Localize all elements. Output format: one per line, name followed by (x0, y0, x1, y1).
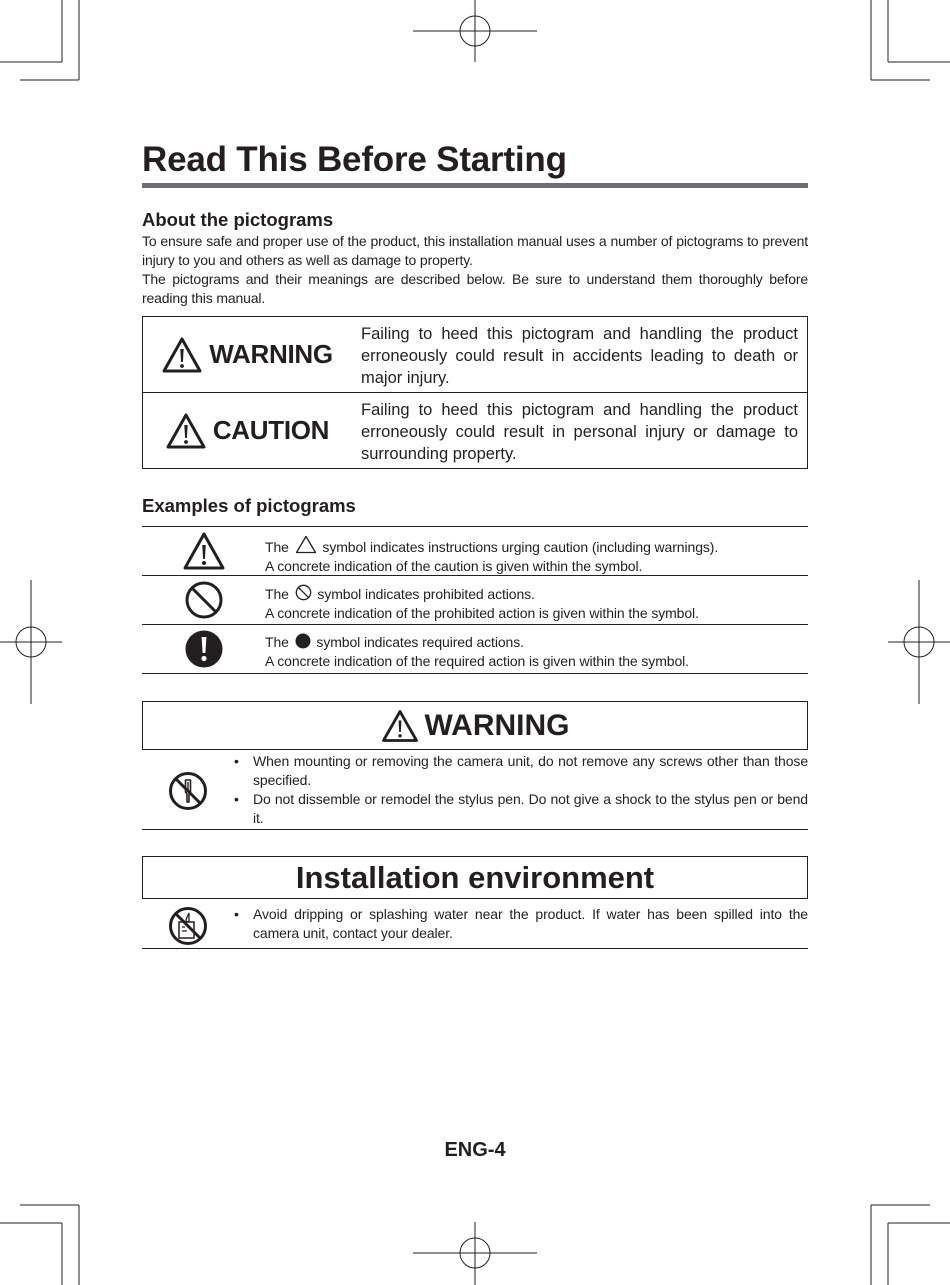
registration-mark-bottom (413, 1222, 537, 1285)
page-number: ENG-4 (444, 1139, 506, 1161)
signal-row-caution (143, 392, 807, 468)
warning-bullet: • Do not dissemble or remodel the stylus pen. Do not give a shock to the stylus pen or bend it. (234, 790, 808, 828)
signal-word-table (142, 316, 808, 469)
warning-triangle-icon (161, 336, 203, 374)
warning-triangle-icon (165, 412, 207, 450)
signal-desc-caution: Failing to heed this pictogram and handling the product erroneously could result in personal injury or damage to surrounding property. (361, 401, 798, 463)
prohibited-symbol-icon (295, 584, 312, 601)
environment-box-body (142, 904, 808, 949)
warning-box-title: WARNING (424, 708, 570, 742)
caution-triangle-icon (182, 531, 226, 571)
no-disassembly-icon (168, 771, 208, 811)
about-paragraph-2: The pictograms and their meanings are described below. Be sure to understand them thoroughly before reading this manual. (142, 271, 808, 306)
signal-label-caution: CAUTION (212, 415, 330, 445)
title-rule (142, 183, 808, 188)
warning-triangle-icon (381, 709, 419, 743)
about-heading: About the pictograms (142, 209, 334, 230)
example-row-prohibited (142, 576, 808, 625)
registration-mark-left (0, 580, 62, 704)
example-caution-line-2: A concrete indication of the caution is given within the symbol. (265, 558, 643, 574)
environment-bullet-list (234, 904, 808, 948)
no-water-icon (168, 906, 208, 946)
registration-mark-top (413, 0, 537, 62)
example-row-required (142, 625, 808, 674)
environment-bullet: • Avoid dripping or splashing water near the product. If water has been spilled into the camera unit, contact your dealer. (234, 905, 808, 943)
prohibited-circle-icon (184, 580, 224, 620)
example-prohibited-line-1: The symbol indicates prohibited actions. (265, 586, 535, 602)
example-caution-line-1: The symbol indicates instructions urging caution (including warnings). (265, 535, 808, 557)
example-required-line-2: A concrete indication of the required action is given within the symbol. (265, 653, 689, 669)
warning-box-body (142, 752, 808, 830)
environment-box-title: Installation environment (295, 859, 655, 895)
about-paragraph-1: To ensure safe and proper use of the product, this installation manual uses a number of pictograms to prevent injury to you and others as well as damage to property. (142, 233, 808, 268)
page-title: Read This Before Starting (142, 140, 567, 179)
environment-box-header (142, 856, 808, 899)
example-row-caution (142, 527, 808, 576)
signal-label-warning: WARNING (209, 339, 333, 369)
warning-box-header (142, 701, 808, 750)
required-symbol-icon (295, 633, 311, 649)
example-prohibited-line-2: A concrete indication of the prohibited action is given within the symbol. (265, 605, 699, 621)
warning-bullet: • When mounting or removing the camera unit, do not remove any screws other than those specified. (234, 752, 808, 790)
warning-bullet-list (234, 752, 808, 829)
triangle-symbol-icon (295, 535, 317, 554)
registration-mark-right (888, 580, 950, 704)
examples-table (142, 526, 808, 674)
signal-row-warning (143, 317, 807, 392)
signal-desc-warning: Failing to heed this pictogram and handling the product erroneously could result in accidents leading to death or major injury. (361, 325, 798, 387)
example-required-line-1: The symbol indicates required actions. (265, 634, 524, 650)
required-action-icon (184, 629, 224, 669)
examples-heading: Examples of pictograms (142, 495, 356, 516)
